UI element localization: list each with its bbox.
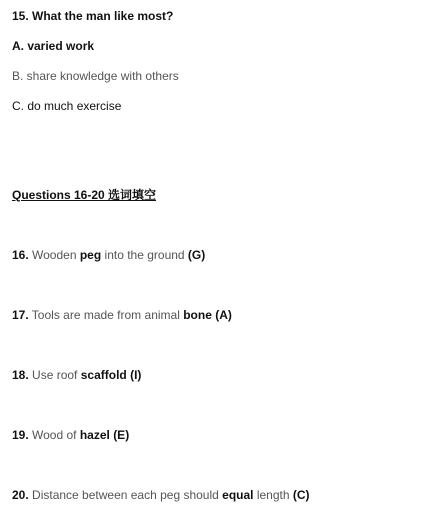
item-text: Distance between each peg should <box>28 488 223 502</box>
item-text: Use roof <box>28 368 81 382</box>
question-15: 15. What the man like most? <box>12 9 174 23</box>
item-text: Wood of <box>28 428 80 442</box>
item-text: into the ground <box>101 248 188 262</box>
item-19 <box>12 427 420 443</box>
option-c: C. do much exercise <box>12 99 122 113</box>
item-keyword: peg <box>79 248 102 262</box>
item-number: 16. <box>12 248 29 262</box>
item-keyword: hazel <box>79 428 110 442</box>
item-16 <box>12 247 420 263</box>
item-answer: (C) <box>292 488 310 502</box>
item-keyword: equal <box>222 488 254 502</box>
item-number: 17. <box>12 308 29 322</box>
option-a: A. varied work <box>12 39 95 53</box>
section-heading: Questions 16-20 选词填空 <box>12 188 157 202</box>
item-text: Wooden <box>28 248 80 262</box>
item-answer: (A) <box>215 308 232 322</box>
item-text: length <box>253 488 293 502</box>
item-answer: (I) <box>130 368 142 382</box>
item-keyword: scaffold <box>80 368 127 382</box>
item-answer: (G) <box>187 248 206 262</box>
option-b: B. share knowledge with others <box>12 69 179 83</box>
item-number: 20. <box>12 488 29 502</box>
item-17 <box>12 307 420 323</box>
item-20 <box>12 487 420 503</box>
item-answer: (E) <box>113 428 130 442</box>
item-keyword: bone <box>183 308 212 322</box>
item-18 <box>12 367 420 383</box>
item-number: 19. <box>12 428 29 442</box>
item-text: Tools are made from animal <box>28 308 184 322</box>
item-number: 18. <box>12 368 29 382</box>
